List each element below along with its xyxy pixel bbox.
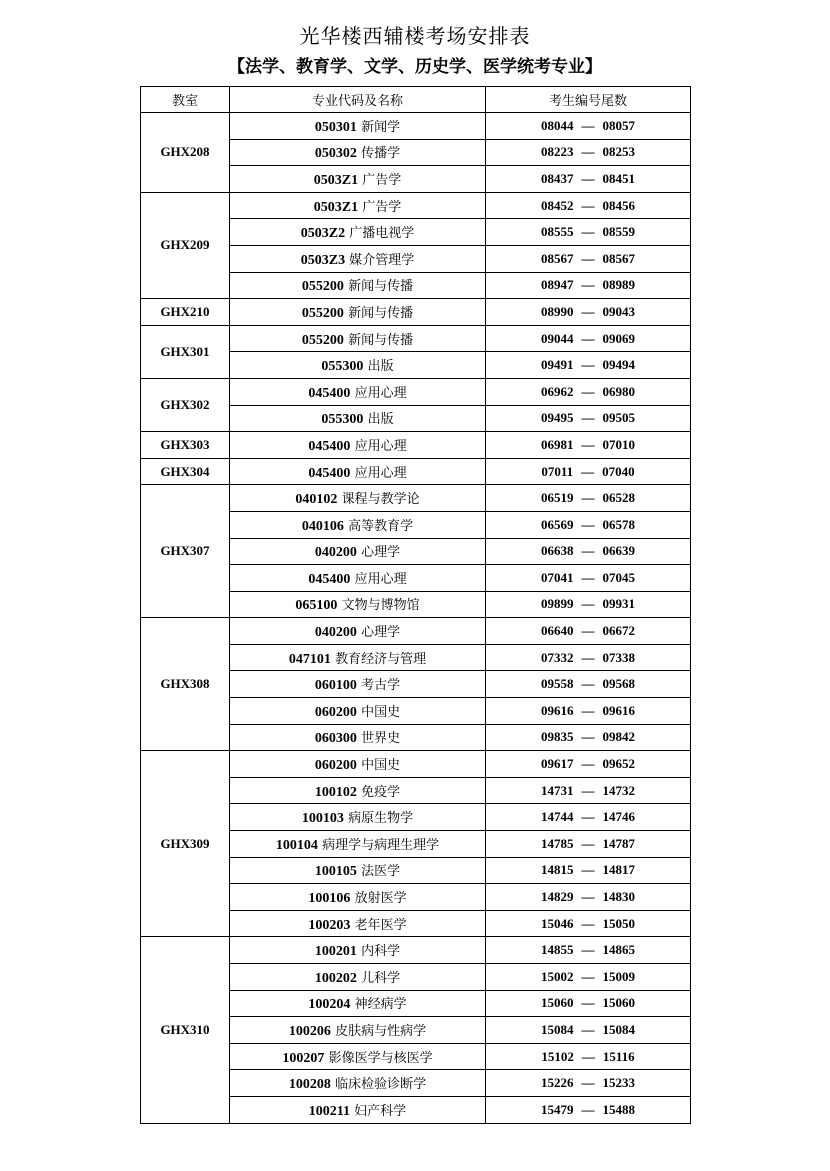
- range-start: 14731: [541, 782, 574, 798]
- range-dash: —: [581, 303, 595, 319]
- candidate-range-cell: [486, 219, 691, 246]
- range-dash: —: [581, 383, 595, 399]
- major-code: 100206: [288, 1023, 331, 1039]
- range-start: 06981: [541, 436, 574, 452]
- range-end: 07338: [602, 649, 635, 665]
- candidate-range-cell: [486, 192, 691, 219]
- candidate-range-cell: [486, 698, 691, 725]
- range-dash: —: [581, 942, 595, 958]
- major-code: 060200: [314, 704, 357, 720]
- range-end: 14732: [602, 782, 635, 798]
- candidate-range-cell: [486, 751, 691, 778]
- range-dash: —: [581, 1048, 595, 1064]
- candidate-range-cell: [486, 485, 691, 512]
- candidate-range-cell: [486, 884, 691, 911]
- major-cell: [230, 139, 486, 166]
- major-cell: [230, 1070, 486, 1097]
- major-code: 0503Z2: [300, 226, 346, 242]
- range-start: 08555: [541, 224, 574, 240]
- table-row: [141, 618, 691, 645]
- range-dash: —: [581, 490, 595, 506]
- range-start: 15084: [541, 1021, 574, 1037]
- major-cell: [230, 618, 486, 645]
- range-end: 09568: [602, 676, 635, 692]
- range-end: 09505: [602, 410, 635, 426]
- major-name: 妇产科学: [354, 1103, 407, 1119]
- range-dash: —: [581, 224, 595, 240]
- candidate-range-cell: [486, 1070, 691, 1097]
- room-cell: GHX304: [141, 458, 230, 485]
- candidate-range-cell: [486, 113, 691, 140]
- header-range: 考生编号尾数: [486, 87, 691, 113]
- table-header-row: [141, 87, 691, 113]
- major-cell: [230, 804, 486, 831]
- range-dash: —: [581, 357, 595, 373]
- candidate-range-cell: [486, 378, 691, 405]
- major-name: 新闻学: [361, 119, 401, 135]
- range-dash: —: [581, 516, 595, 532]
- major-name: 临床检验诊断学: [335, 1077, 427, 1093]
- range-dash: —: [581, 835, 595, 851]
- candidate-range-cell: [486, 432, 691, 459]
- major-cell: [230, 405, 486, 432]
- candidate-range-cell: [486, 272, 691, 299]
- major-name: 广告学: [362, 199, 402, 215]
- table-row: [141, 192, 691, 219]
- range-dash: —: [581, 436, 595, 452]
- major-code: 055200: [301, 305, 344, 321]
- major-name: 新闻与传播: [348, 305, 414, 321]
- major-name: 教育经济与管理: [335, 651, 427, 667]
- major-cell: [230, 724, 486, 751]
- range-dash: —: [581, 410, 595, 426]
- major-name: 老年医学: [354, 917, 407, 933]
- range-start: 15479: [541, 1101, 574, 1117]
- major-name: 文物与博物馆: [341, 598, 420, 614]
- major-cell: [230, 698, 486, 725]
- major-cell: [230, 113, 486, 140]
- major-cell: [230, 511, 486, 538]
- major-code: 055300: [321, 412, 364, 428]
- major-cell: [230, 990, 486, 1017]
- major-code: 100104: [275, 837, 318, 853]
- major-code: 055300: [321, 359, 364, 375]
- major-name: 中国史: [361, 704, 401, 720]
- range-end: 14746: [602, 809, 635, 825]
- candidate-range-cell: [486, 245, 691, 272]
- major-code: 045400: [308, 571, 351, 587]
- range-dash: —: [581, 170, 595, 186]
- range-end: 09043: [602, 303, 635, 319]
- range-dash: —: [581, 1075, 595, 1091]
- candidate-range-cell: [486, 910, 691, 937]
- major-code: 045400: [308, 385, 351, 401]
- major-cell: [230, 910, 486, 937]
- candidate-range-cell: [486, 964, 691, 991]
- table-row: [141, 937, 691, 964]
- header-major: 专业代码及名称: [230, 87, 486, 113]
- major-name: 世界史: [361, 731, 401, 747]
- major-code: 100203: [308, 917, 351, 933]
- candidate-range-cell: [486, 591, 691, 618]
- major-cell: [230, 378, 486, 405]
- major-name: 广告学: [362, 172, 402, 188]
- candidate-range-cell: [486, 857, 691, 884]
- range-dash: —: [581, 197, 595, 213]
- range-end: 09931: [602, 596, 635, 612]
- major-cell: [230, 325, 486, 352]
- range-start: 15226: [541, 1075, 574, 1091]
- major-cell: [230, 831, 486, 858]
- major-code: 100211: [308, 1103, 351, 1119]
- major-code: 100202: [314, 970, 357, 986]
- candidate-range-cell: [486, 1096, 691, 1123]
- range-dash: —: [581, 277, 595, 293]
- range-start: 07011: [541, 463, 574, 479]
- major-cell: [230, 299, 486, 326]
- range-start: 15102: [541, 1048, 574, 1064]
- major-cell: [230, 352, 486, 379]
- room-cell: GHX308: [141, 618, 230, 751]
- range-end: 14865: [602, 942, 635, 958]
- major-name: 影像医学与核医学: [328, 1050, 433, 1066]
- major-name: 心理学: [361, 545, 401, 561]
- major-name: 病原生物学: [348, 811, 414, 827]
- range-end: 15233: [602, 1075, 635, 1091]
- major-name: 应用心理: [354, 385, 407, 401]
- major-name: 出版: [367, 412, 394, 428]
- range-end: 07045: [602, 569, 635, 585]
- range-dash: —: [581, 1101, 595, 1117]
- range-end: 08456: [602, 197, 635, 213]
- range-end: 07010: [602, 436, 635, 452]
- range-dash: —: [581, 676, 595, 692]
- range-end: 15050: [602, 915, 635, 931]
- major-name: 媒介管理学: [349, 252, 415, 268]
- range-end: 15060: [602, 995, 635, 1011]
- range-dash: —: [581, 596, 595, 612]
- major-code: 100201: [314, 944, 357, 960]
- major-code: 040106: [301, 518, 344, 534]
- major-code: 047101: [288, 651, 331, 667]
- page-title: 光华楼西辅楼考场安排表: [299, 24, 531, 48]
- major-cell: [230, 219, 486, 246]
- major-name: 免疫学: [361, 784, 401, 800]
- range-dash: —: [581, 782, 595, 798]
- major-code: 100106: [308, 891, 351, 907]
- range-start: 09558: [541, 676, 574, 692]
- candidate-range-cell: [486, 166, 691, 193]
- range-dash: —: [581, 649, 595, 665]
- major-name: 出版: [367, 359, 394, 375]
- major-name: 中国史: [361, 758, 401, 774]
- major-code: 040200: [314, 625, 357, 641]
- major-code: 055200: [301, 279, 344, 295]
- range-start: 07041: [541, 569, 574, 585]
- range-start: 08567: [541, 250, 574, 266]
- major-code: 060200: [314, 758, 357, 774]
- range-end: 06578: [602, 516, 635, 532]
- range-dash: —: [581, 1021, 595, 1037]
- major-cell: [230, 272, 486, 299]
- major-code: 045400: [308, 465, 351, 481]
- range-end: 09616: [602, 702, 635, 718]
- candidate-range-cell: [486, 538, 691, 565]
- candidate-range-cell: [486, 565, 691, 592]
- range-end: 06672: [602, 623, 635, 639]
- range-end: 07040: [602, 463, 635, 479]
- major-name: 心理学: [361, 625, 401, 641]
- major-code: 0503Z1: [313, 199, 359, 215]
- major-name: 传播学: [361, 146, 401, 162]
- range-dash: —: [581, 702, 595, 718]
- major-cell: [230, 192, 486, 219]
- range-dash: —: [581, 543, 595, 559]
- major-name: 儿科学: [361, 970, 401, 986]
- range-start: 06569: [541, 516, 574, 532]
- range-dash: —: [581, 250, 595, 266]
- major-name: 内科学: [361, 944, 401, 960]
- major-cell: [230, 777, 486, 804]
- table-row: [141, 485, 691, 512]
- range-start: 15060: [541, 995, 574, 1011]
- room-cell: GHX310: [141, 937, 230, 1123]
- range-end: 09652: [602, 756, 635, 772]
- range-end: 06980: [602, 383, 635, 399]
- major-cell: [230, 1043, 486, 1070]
- range-end: 09069: [602, 330, 635, 346]
- candidate-range-cell: [486, 990, 691, 1017]
- range-dash: —: [581, 968, 595, 984]
- major-cell: [230, 884, 486, 911]
- major-code: 100103: [301, 811, 344, 827]
- major-code: 100208: [288, 1077, 331, 1093]
- major-name: 皮肤病与性病学: [335, 1023, 427, 1039]
- major-cell: [230, 245, 486, 272]
- major-name: 放射医学: [354, 891, 407, 907]
- candidate-range-cell: [486, 644, 691, 671]
- table-body: [141, 113, 691, 1124]
- room-cell: GHX210: [141, 299, 230, 326]
- range-start: 06638: [541, 543, 574, 559]
- range-end: 14787: [602, 835, 635, 851]
- range-start: 09899: [541, 596, 574, 612]
- major-name: 课程与教学论: [341, 492, 420, 508]
- range-start: 15046: [541, 915, 574, 931]
- range-dash: —: [581, 623, 595, 639]
- major-cell: [230, 937, 486, 964]
- range-end: 08253: [602, 144, 635, 160]
- major-code: 100207: [282, 1050, 325, 1066]
- room-cell: GHX309: [141, 751, 230, 937]
- major-name: 广播电视学: [349, 226, 415, 242]
- major-cell: [230, 751, 486, 778]
- major-code: 060300: [314, 731, 357, 747]
- range-dash: —: [581, 144, 595, 160]
- range-end: 08057: [602, 117, 635, 133]
- major-cell: [230, 1096, 486, 1123]
- range-dash: —: [581, 809, 595, 825]
- major-code: 045400: [308, 438, 351, 454]
- major-cell: [230, 166, 486, 193]
- major-code: 065100: [295, 598, 338, 614]
- range-end: 08559: [602, 224, 635, 240]
- table-row: [141, 113, 691, 140]
- candidate-range-cell: [486, 511, 691, 538]
- major-code: 050302: [314, 146, 357, 162]
- exam-schedule-table: [140, 86, 691, 1124]
- major-code: 060100: [314, 678, 357, 694]
- table-row: [141, 432, 691, 459]
- major-cell: [230, 458, 486, 485]
- range-start: 14785: [541, 835, 574, 851]
- major-name: 应用心理: [354, 571, 407, 587]
- major-cell: [230, 964, 486, 991]
- range-end: 15116: [602, 1048, 635, 1064]
- table-row: [141, 458, 691, 485]
- range-start: 08223: [541, 144, 574, 160]
- range-dash: —: [581, 756, 595, 772]
- candidate-range-cell: [486, 671, 691, 698]
- major-cell: [230, 857, 486, 884]
- range-start: 14744: [541, 809, 574, 825]
- candidate-range-cell: [486, 1017, 691, 1044]
- candidate-range-cell: [486, 1043, 691, 1070]
- candidate-range-cell: [486, 352, 691, 379]
- major-cell: [230, 538, 486, 565]
- major-name: 应用心理: [354, 438, 407, 454]
- range-start: 06962: [541, 383, 574, 399]
- major-name: 病理学与病理生理学: [322, 837, 440, 853]
- range-dash: —: [581, 995, 595, 1011]
- range-end: 14817: [602, 862, 635, 878]
- room-cell: GHX209: [141, 192, 230, 298]
- major-code: 040200: [314, 545, 357, 561]
- range-dash: —: [581, 915, 595, 931]
- candidate-range-cell: [486, 937, 691, 964]
- major-name: 神经病学: [354, 997, 407, 1013]
- major-cell: [230, 485, 486, 512]
- major-name: 法医学: [361, 864, 401, 880]
- range-start: 08452: [541, 197, 574, 213]
- range-end: 15009: [602, 968, 635, 984]
- range-start: 09491: [541, 357, 574, 373]
- range-end: 06528: [602, 490, 635, 506]
- table-row: [141, 751, 691, 778]
- range-start: 09495: [541, 410, 574, 426]
- major-code: 100105: [314, 864, 357, 880]
- major-name: 考古学: [361, 678, 401, 694]
- range-start: 06640: [541, 623, 574, 639]
- range-end: 09842: [602, 729, 635, 745]
- major-name: 应用心理: [354, 465, 407, 481]
- major-cell: [230, 432, 486, 459]
- candidate-range-cell: [486, 724, 691, 751]
- range-start: 09616: [541, 702, 574, 718]
- table-row: [141, 299, 691, 326]
- range-start: 07332: [541, 649, 574, 665]
- candidate-range-cell: [486, 405, 691, 432]
- range-start: 09835: [541, 729, 574, 745]
- range-start: 08990: [541, 303, 574, 319]
- candidate-range-cell: [486, 831, 691, 858]
- range-dash: —: [581, 729, 595, 745]
- major-code: 0503Z1: [313, 172, 359, 188]
- major-cell: [230, 644, 486, 671]
- major-code: 100204: [308, 997, 351, 1013]
- range-dash: —: [581, 862, 595, 878]
- major-code: 055200: [301, 332, 344, 348]
- table-row: [141, 325, 691, 352]
- range-end: 08567: [602, 250, 635, 266]
- header-room: 教室: [141, 87, 230, 113]
- range-start: 06519: [541, 490, 574, 506]
- range-end: 15084: [602, 1021, 635, 1037]
- major-cell: [230, 565, 486, 592]
- candidate-range-cell: [486, 299, 691, 326]
- page-subtitle: 【法学、教育学、文学、历史学、医学统考专业】: [228, 57, 602, 77]
- range-start: 09044: [541, 330, 574, 346]
- candidate-range-cell: [486, 325, 691, 352]
- major-cell: [230, 591, 486, 618]
- range-end: 08989: [602, 277, 635, 293]
- range-end: 09494: [602, 357, 635, 373]
- range-end: 15488: [602, 1101, 635, 1117]
- major-cell: [230, 671, 486, 698]
- range-start: 08437: [541, 170, 574, 186]
- range-end: 08451: [602, 170, 635, 186]
- major-cell: [230, 1017, 486, 1044]
- range-start: 08947: [541, 277, 574, 293]
- major-name: 新闻与传播: [348, 279, 414, 295]
- major-code: 040102: [295, 492, 338, 508]
- range-start: 08044: [541, 117, 574, 133]
- major-code: 100102: [314, 784, 357, 800]
- range-dash: —: [581, 330, 595, 346]
- major-name: 新闻与传播: [348, 332, 414, 348]
- range-start: 14815: [541, 862, 574, 878]
- range-end: 14830: [602, 889, 635, 905]
- range-dash: —: [581, 889, 595, 905]
- room-cell: GHX303: [141, 432, 230, 459]
- candidate-range-cell: [486, 139, 691, 166]
- range-start: 09617: [541, 756, 574, 772]
- room-cell: GHX301: [141, 325, 230, 378]
- range-start: 15002: [541, 968, 574, 984]
- major-code: 050301: [314, 119, 357, 135]
- range-dash: —: [581, 463, 595, 479]
- range-start: 14829: [541, 889, 574, 905]
- range-end: 06639: [602, 543, 635, 559]
- candidate-range-cell: [486, 777, 691, 804]
- major-code: 0503Z3: [300, 252, 346, 268]
- major-name: 高等教育学: [348, 518, 414, 534]
- range-dash: —: [581, 569, 595, 585]
- room-cell: GHX302: [141, 378, 230, 431]
- candidate-range-cell: [486, 804, 691, 831]
- candidate-range-cell: [486, 458, 691, 485]
- room-cell: GHX307: [141, 485, 230, 618]
- range-start: 14855: [541, 942, 574, 958]
- candidate-range-cell: [486, 618, 691, 645]
- range-dash: —: [581, 117, 595, 133]
- table-row: [141, 378, 691, 405]
- room-cell: GHX208: [141, 113, 230, 193]
